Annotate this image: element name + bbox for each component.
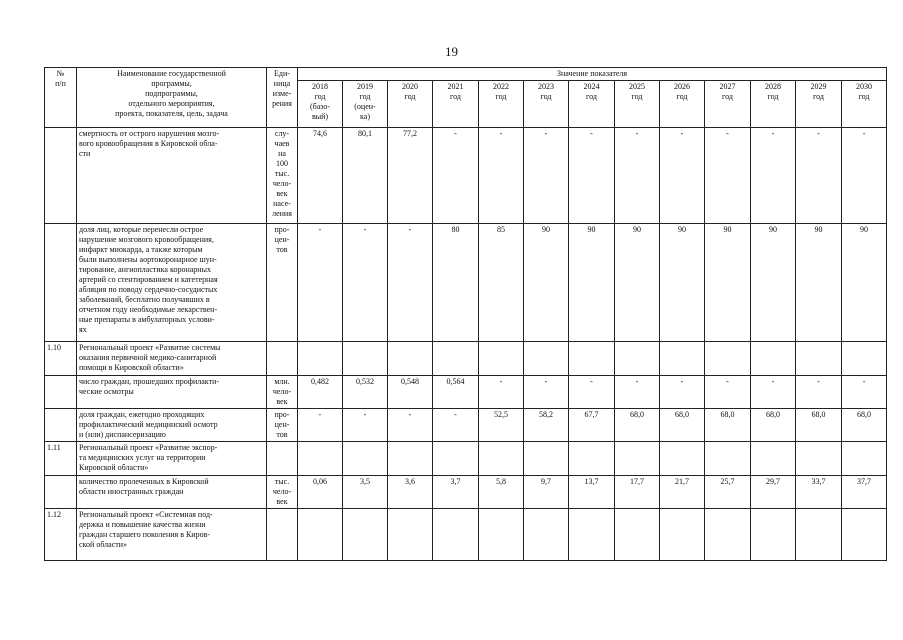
table-row (45, 409, 887, 442)
value-cell: 80 (433, 224, 479, 342)
table-body (45, 128, 887, 561)
value-cell: 0,548 (388, 376, 433, 409)
value-cell: 33,7 (796, 476, 842, 509)
value-cell: - (343, 224, 388, 342)
value-cell: 67,7 (569, 409, 615, 442)
value-cell (842, 342, 887, 376)
value-cell (298, 442, 343, 476)
row-name: Региональный проект «Развитие экспор- та медицинских услуг на территории Кировской области» (77, 442, 267, 476)
value-cell (842, 509, 887, 561)
row-number: 1.12 (45, 509, 77, 561)
value-cell: 90 (569, 224, 615, 342)
year-header-7: 2025 год (615, 81, 660, 128)
table-row (45, 442, 887, 476)
value-cell: - (343, 409, 388, 442)
year-header-2: 2020 год (388, 81, 433, 128)
table-row (45, 376, 887, 409)
row-number (45, 224, 77, 342)
value-cell (751, 342, 796, 376)
value-cell: 68,0 (705, 409, 751, 442)
year-header-9: 2027 год (705, 81, 751, 128)
value-cell (524, 509, 569, 561)
value-cell: 21,7 (660, 476, 705, 509)
value-cell: 3,6 (388, 476, 433, 509)
value-cell: 25,7 (705, 476, 751, 509)
value-cell: 29,7 (751, 476, 796, 509)
header-num: № п/п (45, 68, 77, 128)
row-number: 1.10 (45, 342, 77, 376)
row-unit (267, 442, 298, 476)
value-cell: - (705, 128, 751, 224)
value-cell (842, 442, 887, 476)
table-row (45, 509, 887, 561)
value-cell (298, 342, 343, 376)
row-name: Региональный проект «Развитие системы оказания первичной медико-санитарной помощи в Кировской области» (77, 342, 267, 376)
year-header-3: 2021 год (433, 81, 479, 128)
value-cell (569, 509, 615, 561)
value-cell: - (705, 376, 751, 409)
value-cell: 90 (751, 224, 796, 342)
value-cell: 5,8 (479, 476, 524, 509)
value-cell (433, 442, 479, 476)
year-header-5: 2023 год (524, 81, 569, 128)
header-values: Значение показателя (298, 68, 887, 81)
value-cell: - (660, 128, 705, 224)
year-header-0: 2018 год (базо- вый) (298, 81, 343, 128)
value-cell: - (842, 128, 887, 224)
year-header-1: 2019 год (оцен- ка) (343, 81, 388, 128)
value-cell (524, 442, 569, 476)
row-number (45, 476, 77, 509)
value-cell (388, 342, 433, 376)
value-cell (298, 509, 343, 561)
value-cell: - (479, 128, 524, 224)
value-cell (524, 342, 569, 376)
value-cell: 90 (615, 224, 660, 342)
row-unit: про- цен- тов (267, 409, 298, 442)
value-cell (796, 509, 842, 561)
value-cell (660, 442, 705, 476)
value-cell: 68,0 (842, 409, 887, 442)
row-number (45, 128, 77, 224)
value-cell (660, 342, 705, 376)
value-cell (751, 442, 796, 476)
value-cell (615, 342, 660, 376)
value-cell: - (388, 409, 433, 442)
page-number: 19 (445, 44, 458, 59)
value-cell (479, 342, 524, 376)
row-number: 1.11 (45, 442, 77, 476)
value-cell (660, 509, 705, 561)
year-header-12: 2030 год (842, 81, 887, 128)
value-cell (615, 509, 660, 561)
value-cell (479, 442, 524, 476)
row-unit: слу- чаев на 100 тыс. чело- век насе- ления (267, 128, 298, 224)
table-row (45, 128, 887, 224)
value-cell: 0,482 (298, 376, 343, 409)
value-cell: 68,0 (615, 409, 660, 442)
value-cell: 74,6 (298, 128, 343, 224)
year-header-8: 2026 год (660, 81, 705, 128)
value-cell: 52,5 (479, 409, 524, 442)
value-cell: 3,5 (343, 476, 388, 509)
year-header-11: 2029 год (796, 81, 842, 128)
value-cell (705, 342, 751, 376)
value-cell: - (796, 376, 842, 409)
value-cell: 68,0 (796, 409, 842, 442)
table-row (45, 342, 887, 376)
value-cell: 68,0 (660, 409, 705, 442)
table-row (45, 224, 887, 342)
table-row (45, 476, 887, 509)
value-cell: - (524, 128, 569, 224)
table-header (45, 68, 887, 128)
value-cell: 0,564 (433, 376, 479, 409)
value-cell (433, 342, 479, 376)
row-name: смертность от острого нарушения мозго- вого кровообращения в Кировской обла- сти (77, 128, 267, 224)
value-cell (479, 509, 524, 561)
value-cell: 9,7 (524, 476, 569, 509)
value-cell: 3,7 (433, 476, 479, 509)
value-cell: - (569, 128, 615, 224)
row-name: доля лиц, которые перенесли острое нарушение мозгового кровообращения, инфаркт миокарда, а также которым были выполнены аортокоронарное шун- тирование, ангиопластика коронарных артерий со стентированием и катетерная абляция по поводу сердечно-сосудистых заболеваний, бесплатно получавших в отчетном году необходимые лекарствен- ные препараты в амбулаторных услови- ях (77, 224, 267, 342)
value-cell: - (796, 128, 842, 224)
value-cell: 37,7 (842, 476, 887, 509)
row-unit: млн. чело- век (267, 376, 298, 409)
value-cell (569, 442, 615, 476)
value-cell: 90 (524, 224, 569, 342)
row-unit (267, 342, 298, 376)
value-cell: - (569, 376, 615, 409)
value-cell: - (615, 128, 660, 224)
row-name: доля граждан, ежегодно проходящих профилактический медицинский осмотр и (или) диспансеризацию (77, 409, 267, 442)
row-unit (267, 509, 298, 561)
value-cell: 0,06 (298, 476, 343, 509)
value-cell (388, 509, 433, 561)
header-name: Наименование государственной программы, подпрограммы, отдельного мероприятия, проекта, показателя, цель, задача (77, 68, 267, 128)
value-cell: - (433, 409, 479, 442)
value-cell: 85 (479, 224, 524, 342)
value-cell: 13,7 (569, 476, 615, 509)
value-cell: - (298, 224, 343, 342)
value-cell: - (433, 128, 479, 224)
value-cell: 17,7 (615, 476, 660, 509)
value-cell: - (524, 376, 569, 409)
value-cell (705, 442, 751, 476)
value-cell: - (388, 224, 433, 342)
year-header-10: 2028 год (751, 81, 796, 128)
value-cell: 68,0 (751, 409, 796, 442)
value-cell: - (751, 376, 796, 409)
value-cell (343, 342, 388, 376)
value-cell: 77,2 (388, 128, 433, 224)
value-cell (343, 442, 388, 476)
value-cell: 90 (796, 224, 842, 342)
value-cell: - (479, 376, 524, 409)
value-cell (615, 442, 660, 476)
row-name: Региональный проект «Системная под- держка и повышение качества жизни граждан старшего поколения в Киров- ской области» (77, 509, 267, 561)
value-cell (343, 509, 388, 561)
value-cell (796, 442, 842, 476)
value-cell: 90 (842, 224, 887, 342)
row-name: количество пролеченных в Кировской области иностранных граждан (77, 476, 267, 509)
indicators-table (44, 67, 887, 561)
value-cell: - (842, 376, 887, 409)
value-cell (388, 442, 433, 476)
header-unit: Еди- ница изме- рения (267, 68, 298, 128)
row-unit: тыс. чело- век (267, 476, 298, 509)
value-cell: - (751, 128, 796, 224)
value-cell (751, 509, 796, 561)
year-header-4: 2022 год (479, 81, 524, 128)
value-cell: 0,532 (343, 376, 388, 409)
value-cell (433, 509, 479, 561)
value-cell (705, 509, 751, 561)
value-cell (796, 342, 842, 376)
row-unit: про- цен- тов (267, 224, 298, 342)
value-cell: - (615, 376, 660, 409)
row-number (45, 376, 77, 409)
year-header-6: 2024 год (569, 81, 615, 128)
value-cell: 80,1 (343, 128, 388, 224)
row-name: число граждан, прошедших профилакти- ческие осмотры (77, 376, 267, 409)
value-cell: - (298, 409, 343, 442)
value-cell: 90 (705, 224, 751, 342)
value-cell (569, 342, 615, 376)
value-cell: 90 (660, 224, 705, 342)
value-cell: - (660, 376, 705, 409)
value-cell: 58,2 (524, 409, 569, 442)
row-number (45, 409, 77, 442)
